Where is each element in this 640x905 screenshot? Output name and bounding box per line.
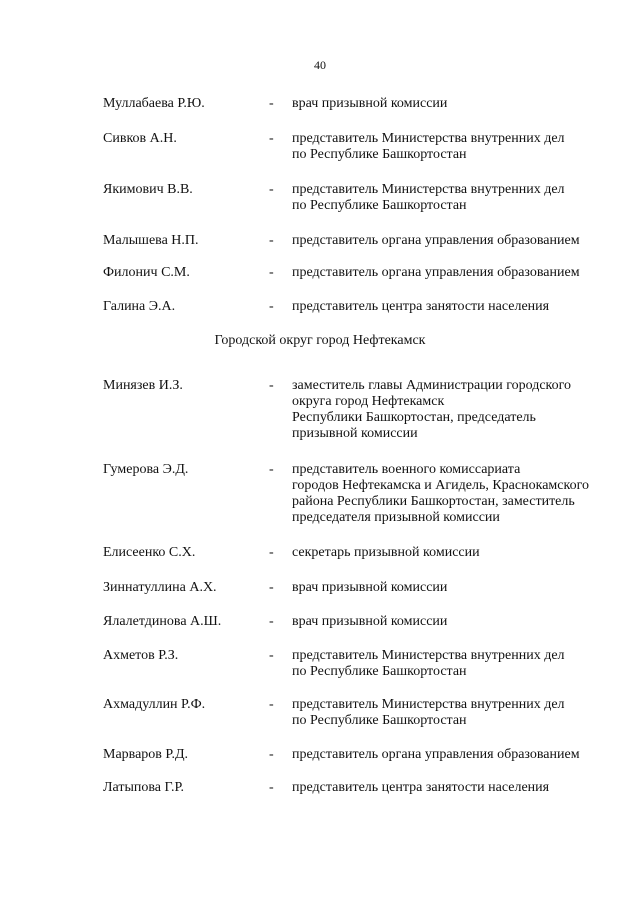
role-line: представитель центра занятости населения	[292, 299, 550, 314]
role-line: врач призывной комиссии	[292, 614, 448, 629]
dash-separator: -	[269, 747, 274, 762]
dash-separator: -	[269, 780, 274, 795]
role-line: представитель органа управления образованием	[292, 747, 580, 762]
dash-separator: -	[269, 182, 274, 197]
member-name: Латыпова Г.Р.	[103, 780, 185, 795]
role-line: представитель органа управления образованием	[292, 265, 580, 280]
role-line: района Республики Башкортостан, заместитель	[292, 494, 575, 509]
dash-separator: -	[269, 378, 274, 393]
member-name: Сивков А.Н.	[103, 131, 177, 146]
member-role	[292, 299, 622, 315]
member-role	[292, 462, 622, 526]
member-role	[292, 96, 622, 112]
member-name: Минязев И.З.	[103, 378, 183, 393]
role-line: округа город Нефтекамск	[292, 394, 445, 409]
role-line: представитель Министерства внутренних дел	[292, 648, 565, 663]
member-role	[292, 378, 622, 442]
role-line: по Республике Башкортостан	[292, 198, 467, 213]
page-number: 40	[314, 58, 326, 72]
member-role	[292, 780, 622, 796]
dash-separator: -	[269, 545, 274, 560]
member-role	[292, 648, 622, 680]
role-line: по Республике Башкортостан	[292, 664, 467, 679]
member-role	[292, 545, 622, 561]
dash-separator: -	[269, 614, 274, 629]
member-name: Муллабаева Р.Ю.	[103, 96, 205, 111]
role-line: секретарь призывной комиссии	[292, 545, 480, 560]
member-role	[292, 182, 622, 214]
dash-separator: -	[269, 648, 274, 663]
role-line: председателя призывной комиссии	[292, 510, 500, 525]
member-name: Галина Э.А.	[103, 299, 176, 314]
dash-separator: -	[269, 697, 274, 712]
member-name: Ахметов Р.З.	[103, 648, 179, 663]
member-role	[292, 233, 622, 249]
member-name: Гумерова Э.Д.	[103, 462, 189, 477]
member-name: Якимович В.В.	[103, 182, 193, 197]
dash-separator: -	[269, 233, 274, 248]
member-name: Марваров Р.Д.	[103, 747, 188, 762]
member-name: Ахмадуллин Р.Ф.	[103, 697, 206, 712]
member-role	[292, 614, 622, 630]
role-line: представитель Министерства внутренних дел	[292, 131, 565, 146]
role-line: врач призывной комиссии	[292, 96, 448, 111]
dash-separator: -	[269, 462, 274, 477]
dash-separator: -	[269, 265, 274, 280]
member-role	[292, 747, 622, 763]
member-role	[292, 265, 622, 281]
member-name: Филонич С.М.	[103, 265, 190, 280]
member-name: Малышева Н.П.	[103, 233, 199, 248]
role-line: призывной комиссии	[292, 426, 418, 441]
role-line: врач призывной комиссии	[292, 580, 448, 595]
dash-separator: -	[269, 580, 274, 595]
role-line: представитель центра занятости населения	[292, 780, 550, 795]
role-line: городов Нефтекамска и Агидель, Краснокамского	[292, 478, 589, 493]
role-line: Республики Башкортостан, председатель	[292, 410, 536, 425]
dash-separator: -	[269, 299, 274, 314]
member-name: Зиннатуллина А.Х.	[103, 580, 217, 595]
role-line: представитель Министерства внутренних дел	[292, 697, 565, 712]
member-role	[292, 697, 622, 729]
role-line: заместитель главы Администрации городского	[292, 378, 572, 393]
role-line: представитель Министерства внутренних дел	[292, 182, 565, 197]
member-name: Ялалетдинова А.Ш.	[103, 614, 222, 629]
role-line: по Республике Башкортостан	[292, 147, 467, 162]
section-title: Городской округ город Нефтекамск	[214, 333, 426, 348]
role-line: представитель военного комиссариата	[292, 462, 521, 477]
member-role	[292, 131, 622, 163]
member-name: Елисеенко С.Х.	[103, 545, 196, 560]
member-role	[292, 580, 622, 596]
role-line: по Республике Башкортостан	[292, 713, 467, 728]
role-line: представитель органа управления образованием	[292, 233, 580, 248]
dash-separator: -	[269, 96, 274, 111]
dash-separator: -	[269, 131, 274, 146]
